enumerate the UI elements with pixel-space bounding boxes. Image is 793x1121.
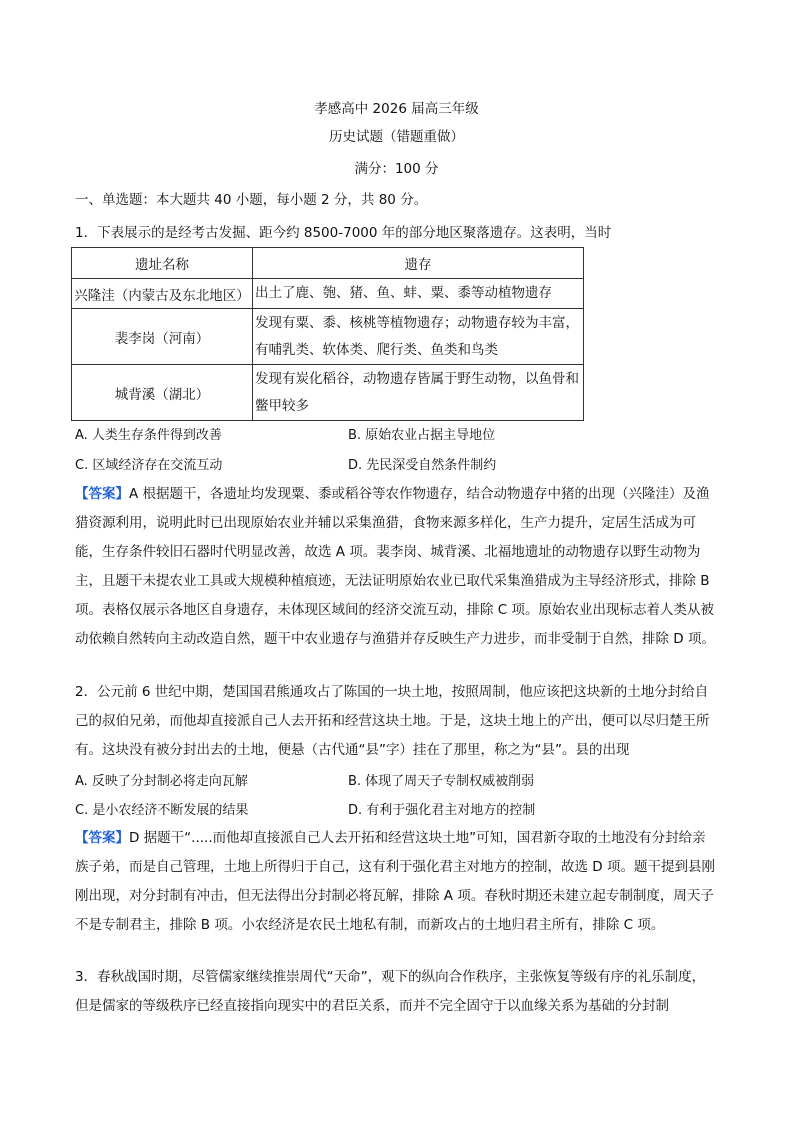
q1-stem: 1．下表展示的是经考古发掘、距今约 8500-7000 年的部分地区聚落遗存。这表明，当时 [75, 225, 612, 241]
remains-cell: 发现有炭化稻谷，动物遗存皆属于野生动物，以鱼骨和鳖甲较多 [253, 365, 584, 421]
q2-option-b: B. 体现了周天子专制权威被削弱 [348, 774, 535, 789]
q1-option-c: C. 区域经济存在交流互动 [75, 458, 223, 473]
q2-option-d: D. 有利于强化君主对地方的控制 [348, 803, 536, 818]
sites-table [71, 247, 584, 421]
exam-title: 历史试题（错题重做） [329, 129, 464, 145]
q2-option-a: A. 反映了分封制必将走向瓦解 [75, 774, 248, 789]
site-name-cell: 兴隆洼（内蒙古及东北地区） [72, 279, 253, 309]
q1-answer-text: A 根据题干，各遗址均发现粟、黍或稻谷等农作物遗存，结合动物遗存中猪的出现（兴隆洼）及渔猎资源利用，说明此时已出现原始农业并辅以采集渔猎，食物来源多样化，生产力提升，定居生活成为可能，生存条件较旧石器时代明显改善，故选 A 项。裴李岗、城背溪、北福地遗址的动物遗存以野生动物为主，且题干未提农业工具或大规模种植痕迹，无法证明原始农业已取代采集渔猎成为主导经济形式，排除 B 项。表格仅展示各地区自身遗存，未体现区域间的经济交流互动，排除 C 项。原始农业出现标志着人类从被动依赖自然转向主动改造自然，题干中农业遗存与渔猎并存反映生产力进步，而非受制于自然，排除 D 项。 [75, 486, 715, 647]
school-line: 孝感高中 2026 届高三年级 [314, 101, 479, 117]
table-row [72, 279, 584, 309]
site-name-cell: 城背溪（湖北） [72, 365, 253, 421]
q1-option-a: A. 人类生存条件得到改善 [75, 428, 222, 443]
section-title: 一、单选题：本大题共 40 小题，每小题 2 分，共 80 分。 [75, 192, 428, 208]
table-row [72, 365, 584, 421]
q2-option-c: C. 是小农经济不断发展的结果 [75, 803, 249, 818]
q2-stem: 2．公元前 6 世纪中期，楚国国君熊通攻占了陈国的一块土地，按照周制，他应该把这块新的土地分封给自己的叔伯兄弟，而他却直接派自己人去开拓和经营这块土地。于是，这块土地上的产出，便可以尽归楚王所有。这块没有被分封出去的土地，便悬（古代通“县”字）挂在了那里，称之为“县”。县的出现 [75, 684, 710, 758]
q1-option-d: D. 先民深受自然条件制约 [348, 458, 497, 473]
answer-tag: 【答案】 [75, 486, 129, 502]
header-remains: 遗存 [253, 248, 584, 279]
full-score: 满分：100 分 [354, 161, 439, 177]
answer-tag: 【答案】 [75, 830, 129, 846]
table-row [72, 309, 584, 365]
q2-answer-text: D 据题干“.....而他却直接派自己人去开拓和经营这块土地”可知，国君新夺取的土地没有分封给亲族子弟，而是自己管理，土地上所得归于自己，这有利于强化君主对地方的控制，故选 D 项。题干提到县刚刚出现，对分封制有冲击，但无法得出分封制必将瓦解，排除 A 项。春秋时期还未建立起专制制度，周天子不是专制君主，排除 B 项。小农经济是农民土地私有制，而新攻占的土地归君主所有，排除 C 项。 [75, 830, 715, 933]
q1-answer [75, 480, 715, 654]
table-header-row [72, 248, 584, 279]
q1-option-b: B. 原始农业占据主导地位 [348, 428, 496, 443]
remains-cell: 出土了鹿、匏、猪、鱼、蚌、粟、黍等动植物遗存 [253, 279, 584, 309]
q2-answer [75, 824, 715, 940]
site-name-cell: 裴李岗（河南） [72, 309, 253, 365]
header-site-name: 遗址名称 [72, 248, 253, 279]
q3-stem: 3．春秋战国时期，尽管儒家继续推崇周代“天命”，观下的纵向合作秩序，主张恢复等级有序的礼乐制度，但是儒家的等级秩序已经直接指向现实中的君臣关系，而并不完全固守于以血缘关系为基础的分封制 [75, 969, 706, 1014]
remains-cell: 发现有粟、黍、核桃等植物遗存；动物遗存较为丰富，有哺乳类、软体类、爬行类、鱼类和鸟类 [253, 309, 584, 365]
